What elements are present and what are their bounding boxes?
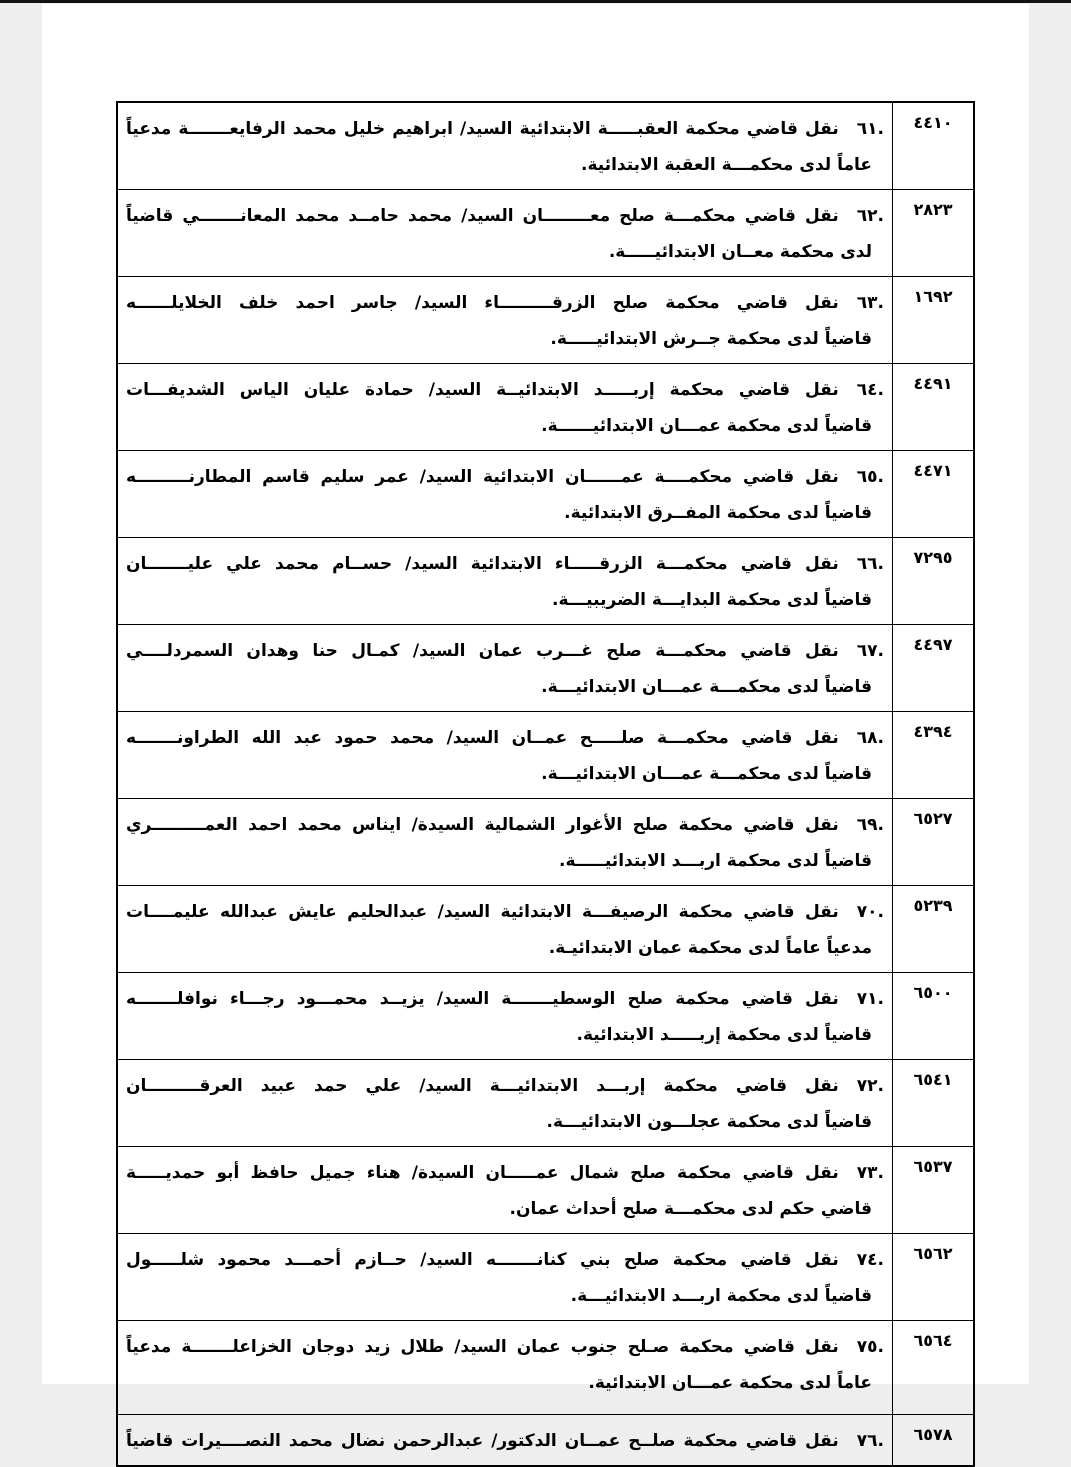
- decision-line-2: قاضياً لدى محكمة جــرش الابتدائيـــــة.: [550, 329, 872, 349]
- table-row: [117, 1234, 974, 1321]
- item-index: .٧٢: [856, 1076, 884, 1096]
- transfers-table: [116, 101, 975, 1467]
- decision-line-1: [126, 1242, 884, 1278]
- record-number: ١٦٩٢: [893, 277, 975, 364]
- decision-line-1: [126, 459, 884, 495]
- decision-line-1: [126, 198, 884, 234]
- item-index: .٦١: [856, 119, 884, 139]
- decision-text: نقل قاضي محكمة صـلح جنوب عمان السيد/ طلال زيد دوجان الخزاعلـــــــة مدعياً: [126, 1337, 839, 1357]
- table-row: [117, 451, 974, 538]
- decision-text-cell: [117, 973, 893, 1060]
- decision-text: نقل قاضي محكمة صلح الأغوار الشمالية السيدة/ ايناس محمد احمد العمـــــــــري: [126, 815, 839, 835]
- top-border-line: [0, 0, 1071, 3]
- table-row: [117, 1321, 974, 1415]
- decision-line-1: [126, 1155, 884, 1191]
- decision-text-cell: [117, 1147, 893, 1234]
- decision-text: نقل قاضي محكمة الرصيفـــة الابتدائية السيد/ عبدالحليم عايش عبدالله عليمــــات: [126, 902, 839, 922]
- decision-line-2: قاضياً لدى محكمة المفــرق الابتدائية.: [564, 503, 872, 523]
- table-row: [117, 625, 974, 712]
- record-number: ٦٥٠٠: [893, 973, 975, 1060]
- table-row: [117, 712, 974, 799]
- item-index: .٧٣: [856, 1163, 884, 1183]
- table-row: [117, 364, 974, 451]
- decision-text: نقل قاضي محكمـــة صلح معــــــــان السيد/ محمد حامــد محمد المعانـــــــي قاضياً: [126, 206, 839, 226]
- decision-line-2: قاضياً لدى محكمة اربـــد الابتدائيـــة.: [570, 1286, 872, 1306]
- record-number: ٤٤٩١: [893, 364, 975, 451]
- record-number: ٢٨٢٣: [893, 190, 975, 277]
- table-row: [117, 277, 974, 364]
- decision-line-2: عاماً لدى محكمـــة العقبة الابتدائية.: [580, 155, 872, 175]
- record-number: ٤٤٧١: [893, 451, 975, 538]
- decision-text-cell: [117, 277, 893, 364]
- decision-text-cell: [117, 799, 893, 886]
- record-number: ٥٢٣٩: [893, 886, 975, 973]
- decision-text: نقل قاضي محكمة صلــح عمــان الدكتور/ عبدالرحمن نضال محمد النصــــيرات قاضياً: [126, 1431, 839, 1451]
- decision-text: نقل قاضي محكمـــة صلح غـــرب عمان السيد/ كمـال حنا وهدان السمردلــــي: [126, 641, 839, 661]
- decision-line-2: قاضياً لدى محكمة عمـــان الابتدائيــــــة.: [541, 416, 872, 436]
- decision-text: نقل قاضي محكمة صلح شمال عمـــــان السيدة/ هناء جميل حافظ أبو حمديـــــة: [126, 1163, 839, 1183]
- record-number: ٧٢٩٥: [893, 538, 975, 625]
- item-index: .٦٢: [856, 206, 884, 226]
- decision-text-cell: [117, 364, 893, 451]
- decision-line-2: قاضياً لدى محكمة البدايـــة الضريبيـــة.: [551, 590, 872, 610]
- decision-line-1: [126, 372, 884, 408]
- item-index: .٧٦: [856, 1431, 884, 1451]
- decision-text-cell: [117, 190, 893, 277]
- record-number: ٦٥٣٧: [893, 1147, 975, 1234]
- decision-line-2: قاضياً لدى محكمـــة عمـــان الابتدائيـــة.: [541, 764, 872, 784]
- decision-text-cell: [117, 102, 893, 190]
- decision-line-2: لدى محكمة معــان الابتدائيـــــة.: [608, 242, 872, 262]
- decision-line-2: قاضياً لدى محكمة إربـــــد الابتدائية.: [576, 1025, 872, 1045]
- decision-line-2: قاضي حكم لدى محكمـــة صلح أحداث عمان.: [509, 1199, 872, 1219]
- decision-line-1: [126, 546, 884, 582]
- decision-line-1: [126, 720, 884, 756]
- table-row: [117, 1415, 974, 1467]
- table-row: [117, 102, 974, 190]
- decision-text-cell: [117, 1234, 893, 1321]
- decision-text: نقل قاضي محكمة صلح الوسطيـــــــة السيد/ يزيــد محمـــود رجـــاء نوافلـــــــه: [126, 989, 839, 1009]
- table-row: [117, 799, 974, 886]
- decision-line-2: قاضياً لدى محكمة عجلـــون الابتدائيـــة.: [546, 1112, 872, 1132]
- record-number: ٦٥٢٧: [893, 799, 975, 886]
- decision-text-cell: [117, 1415, 893, 1467]
- decision-text-cell: [117, 538, 893, 625]
- decision-line-1: [126, 1423, 884, 1459]
- record-number: ٦٥٤١: [893, 1060, 975, 1147]
- table-row: [117, 538, 974, 625]
- decision-line-1: [126, 633, 884, 669]
- decision-line-1: [126, 1068, 884, 1104]
- decision-text-cell: [117, 625, 893, 712]
- decision-text: نقل قاضي محكمـــة صلـــــح عمــان السيد/ محمد حمود عبد الله الطراونـــــــه: [126, 728, 839, 748]
- item-index: .٦٦: [856, 554, 884, 574]
- table-row: [117, 1147, 974, 1234]
- decision-text: نقل قاضي محكمة صلح بني كنانـــــــه السيد/ حــازم أحمـــد محمود شلـــــول: [126, 1250, 839, 1270]
- decision-text: نقل قاضي محكمــــة عمــــــان الابتدائية السيد/ عمر سليم قاسم المطارنـــــــــه: [126, 467, 839, 487]
- item-index: .٦٧: [856, 641, 884, 661]
- record-number: ٦٥٦٢: [893, 1234, 975, 1321]
- decision-line-2: مدعياً عاماً لدى محكمة عمان الابتدائيـة.: [548, 938, 872, 958]
- decision-text: نقل قاضي محكمة إربـــد الابتدائيـــة السيد/ علي حمد عبيد العرقـــــــــان: [126, 1076, 839, 1096]
- table-row: [117, 190, 974, 277]
- record-number: ٦٥٦٤: [893, 1321, 975, 1415]
- record-number: ٤٣٩٤: [893, 712, 975, 799]
- decision-text: نقل قاضي محكمة إربـــــد الابتدائيــة السيد/ حمادة عليان الياس الشديفـــات: [126, 380, 839, 400]
- record-number: ٤٤٩٧: [893, 625, 975, 712]
- document-page: [42, 4, 1029, 1451]
- decision-line-1: [126, 285, 884, 321]
- table-row: [117, 886, 974, 973]
- item-index: .٧٥: [856, 1337, 884, 1357]
- decision-text-cell: [117, 886, 893, 973]
- decision-line-1: [126, 894, 884, 930]
- decision-line-1: [126, 807, 884, 843]
- table-row: [117, 973, 974, 1060]
- item-index: .٧٤: [856, 1250, 884, 1270]
- item-index: .٦٨: [856, 728, 884, 748]
- decision-line-1: [126, 981, 884, 1017]
- decision-text-cell: [117, 712, 893, 799]
- decision-text-cell: [117, 451, 893, 538]
- decision-line-2: قاضياً لدى محكمـــة عمـــان الابتدائيـــة.: [541, 677, 872, 697]
- item-index: .٦٩: [856, 815, 884, 835]
- item-index: .٧٠: [856, 902, 884, 922]
- decision-text: نقل قاضي محكمة صلح الزرقـــــــــاء السيد/ جاسر احمد خلف الخلايلــــــه: [126, 293, 839, 313]
- decision-line-1: [126, 111, 884, 147]
- decision-text: نقل قاضي محكمـــة الزرقـــــاء الابتدائية السيد/ حســام محمد علي عليـــــــان: [126, 554, 839, 574]
- decision-text-cell: [117, 1060, 893, 1147]
- record-number: ٦٥٧٨: [893, 1415, 975, 1467]
- decision-line-2: قاضياً لدى محكمة اربـــد الابتدائيـــــة.: [559, 851, 872, 871]
- decision-text: نقل قاضي محكمة العقبـــــة الابتدائية السيد/ ابراهيم خليل محمد الرفايعـــــــة مدعياً: [126, 119, 839, 139]
- table-row: [117, 1060, 974, 1147]
- record-number: ٤٤١٠: [893, 102, 975, 190]
- item-index: .٦٣: [856, 293, 884, 313]
- decision-text-cell: [117, 1321, 893, 1415]
- table-body: [117, 102, 974, 1466]
- item-index: .٦٥: [856, 467, 884, 487]
- item-index: .٧١: [856, 989, 884, 1009]
- decision-line-1: [126, 1329, 884, 1365]
- item-index: .٦٤: [856, 380, 884, 400]
- decision-line-2: عاماً لدى محكمة عمـــان الابتدائية.: [588, 1373, 872, 1393]
